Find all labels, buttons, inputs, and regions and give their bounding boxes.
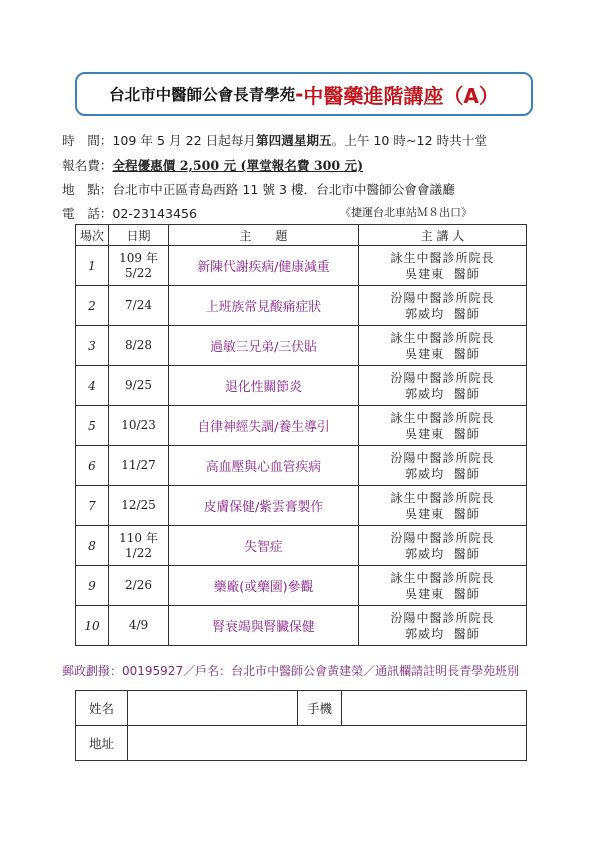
session-date	[109, 326, 169, 366]
speaker-clinic: 汾陽中醫診所院長	[390, 290, 495, 305]
speaker-name: 吳建東 醫師	[405, 586, 480, 601]
schedule-row	[76, 366, 527, 406]
session-date	[109, 366, 169, 406]
mobile-field[interactable]	[342, 691, 527, 726]
title-course: 中醫藥進階講座（A）	[303, 83, 499, 108]
registration-form	[75, 690, 527, 761]
session-speaker	[359, 606, 527, 646]
schedule-row	[76, 246, 527, 286]
schedule-row	[76, 326, 527, 366]
date-line: 1/22	[125, 545, 152, 560]
phone-line	[62, 203, 197, 222]
speaker-name: 吳建東 醫師	[405, 506, 480, 521]
session-topic: 退化性關節炎	[169, 366, 359, 406]
session-number: 10	[76, 606, 109, 646]
session-number: 6	[76, 446, 109, 486]
name-field[interactable]	[128, 691, 298, 726]
schedule-row	[76, 286, 527, 326]
session-date	[109, 606, 169, 646]
title-dash: -	[295, 82, 304, 106]
date-line: 12/25	[121, 498, 156, 512]
time-post: 。上午 10 時~12 時共十堂	[331, 133, 487, 148]
time-bold: 第四週星期五	[256, 133, 332, 148]
session-topic: 自律神經失調/養生導引	[169, 406, 359, 446]
speaker-name: 吳建東 醫師	[405, 346, 480, 361]
session-number: 8	[76, 526, 109, 566]
session-date	[109, 486, 169, 526]
date-line: 7/24	[125, 298, 152, 312]
session-date	[109, 406, 169, 446]
session-number: 5	[76, 406, 109, 446]
address-label: 地址	[76, 726, 128, 761]
session-speaker	[359, 366, 527, 406]
schedule-row	[76, 446, 527, 486]
date-line: 5/22	[125, 265, 152, 280]
speaker-name: 郭威均 醫師	[405, 306, 480, 321]
form-row-name	[76, 691, 527, 726]
speaker-clinic: 詠生中醫診所院長	[390, 570, 495, 585]
schedule-header-row	[76, 225, 527, 246]
date-line: 110 年	[119, 530, 158, 545]
header-speaker: 主 講 人	[359, 225, 527, 246]
speaker-clinic: 詠生中醫診所院長	[390, 250, 495, 265]
time-line	[62, 130, 487, 149]
session-date	[109, 246, 169, 286]
schedule-row	[76, 566, 527, 606]
speaker-clinic: 汾陽中醫診所院長	[390, 370, 495, 385]
speaker-clinic: 詠生中醫診所院長	[390, 410, 495, 425]
title-org: 台北市中醫師公會長青學苑	[109, 85, 296, 104]
phone-value: 02-23143456	[112, 206, 198, 221]
time-label: 時 間：	[62, 133, 113, 148]
session-date	[109, 526, 169, 566]
session-speaker	[359, 526, 527, 566]
session-topic: 失智症	[169, 526, 359, 566]
session-topic: 藥廠(或藥園)參觀	[169, 566, 359, 606]
title-banner	[75, 72, 533, 116]
speaker-name: 郭威均 醫師	[405, 546, 480, 561]
speaker-clinic: 汾陽中醫診所院長	[390, 530, 495, 545]
session-number: 2	[76, 286, 109, 326]
header-date: 日期	[109, 225, 169, 246]
session-speaker	[359, 446, 527, 486]
schedule-table	[75, 224, 527, 646]
session-number: 1	[76, 246, 109, 286]
session-date	[109, 286, 169, 326]
schedule-row	[76, 486, 527, 526]
schedule-row	[76, 606, 527, 646]
session-speaker	[359, 246, 527, 286]
phone-label: 電 話：	[62, 206, 113, 221]
session-topic: 上班族常見酸痛症狀	[169, 286, 359, 326]
date-line: 109 年	[119, 250, 158, 265]
speaker-name: 郭威均 醫師	[405, 466, 480, 481]
session-speaker	[359, 566, 527, 606]
speaker-clinic: 汾陽中醫診所院長	[390, 610, 495, 625]
speaker-clinic: 詠生中醫診所院長	[390, 490, 495, 505]
time-pre: 109 年 5 月 22 日起每月	[112, 133, 257, 148]
session-topic: 腎衰竭與腎臟保健	[169, 606, 359, 646]
session-topic: 過敏三兄弟/三伏貼	[169, 326, 359, 366]
postal-info: 郵政劃撥：00195927／戶名：台北市中醫師公會黃建榮／通訊欄請註明長青學苑班別	[62, 664, 520, 678]
fee-label: 報名費：	[62, 158, 113, 173]
session-topic: 高血壓與心血管疾病	[169, 446, 359, 486]
date-line: 9/25	[125, 378, 152, 392]
header-topic: 主 題	[169, 225, 359, 246]
session-number: 4	[76, 366, 109, 406]
mobile-label: 手機	[298, 691, 342, 726]
session-number: 3	[76, 326, 109, 366]
fee-value: 全程優惠價 2,500 元 (單堂報名費 300 元)	[112, 158, 364, 173]
session-topic: 新陳代謝疾病/健康減重	[169, 246, 359, 286]
phone-note: 《捷運台北車站Ｍ８出口》	[340, 206, 472, 219]
speaker-name: 郭威均 醫師	[405, 626, 480, 641]
session-speaker	[359, 326, 527, 366]
session-date	[109, 446, 169, 486]
form-row-address	[76, 726, 527, 761]
place-label: 地 點：	[62, 182, 113, 197]
session-speaker	[359, 406, 527, 446]
date-line: 11/27	[121, 458, 156, 472]
date-line: 10/23	[121, 418, 156, 432]
speaker-clinic: 詠生中醫診所院長	[390, 330, 495, 345]
place-value: 台北市中正區青島西路 11 號 3 樓．台北市中醫師公會會議廳	[112, 182, 455, 197]
header-session: 場次	[76, 225, 109, 246]
date-line: 8/28	[125, 338, 152, 352]
session-date	[109, 566, 169, 606]
place-line	[62, 179, 455, 198]
date-line: 2/26	[125, 578, 152, 592]
session-speaker	[359, 286, 527, 326]
name-label: 姓名	[76, 691, 128, 726]
address-field[interactable]	[128, 726, 527, 761]
schedule-row	[76, 526, 527, 566]
session-topic: 皮膚保健/紫雲膏製作	[169, 486, 359, 526]
fee-line	[62, 155, 363, 174]
schedule-row	[76, 406, 527, 446]
speaker-clinic: 汾陽中醫診所院長	[390, 450, 495, 465]
session-number: 7	[76, 486, 109, 526]
speaker-name: 吳建東 醫師	[405, 266, 480, 281]
date-line: 4/9	[128, 618, 149, 632]
session-speaker	[359, 486, 527, 526]
speaker-name: 吳建東 醫師	[405, 426, 480, 441]
session-number: 9	[76, 566, 109, 606]
speaker-name: 郭威均 醫師	[405, 386, 480, 401]
